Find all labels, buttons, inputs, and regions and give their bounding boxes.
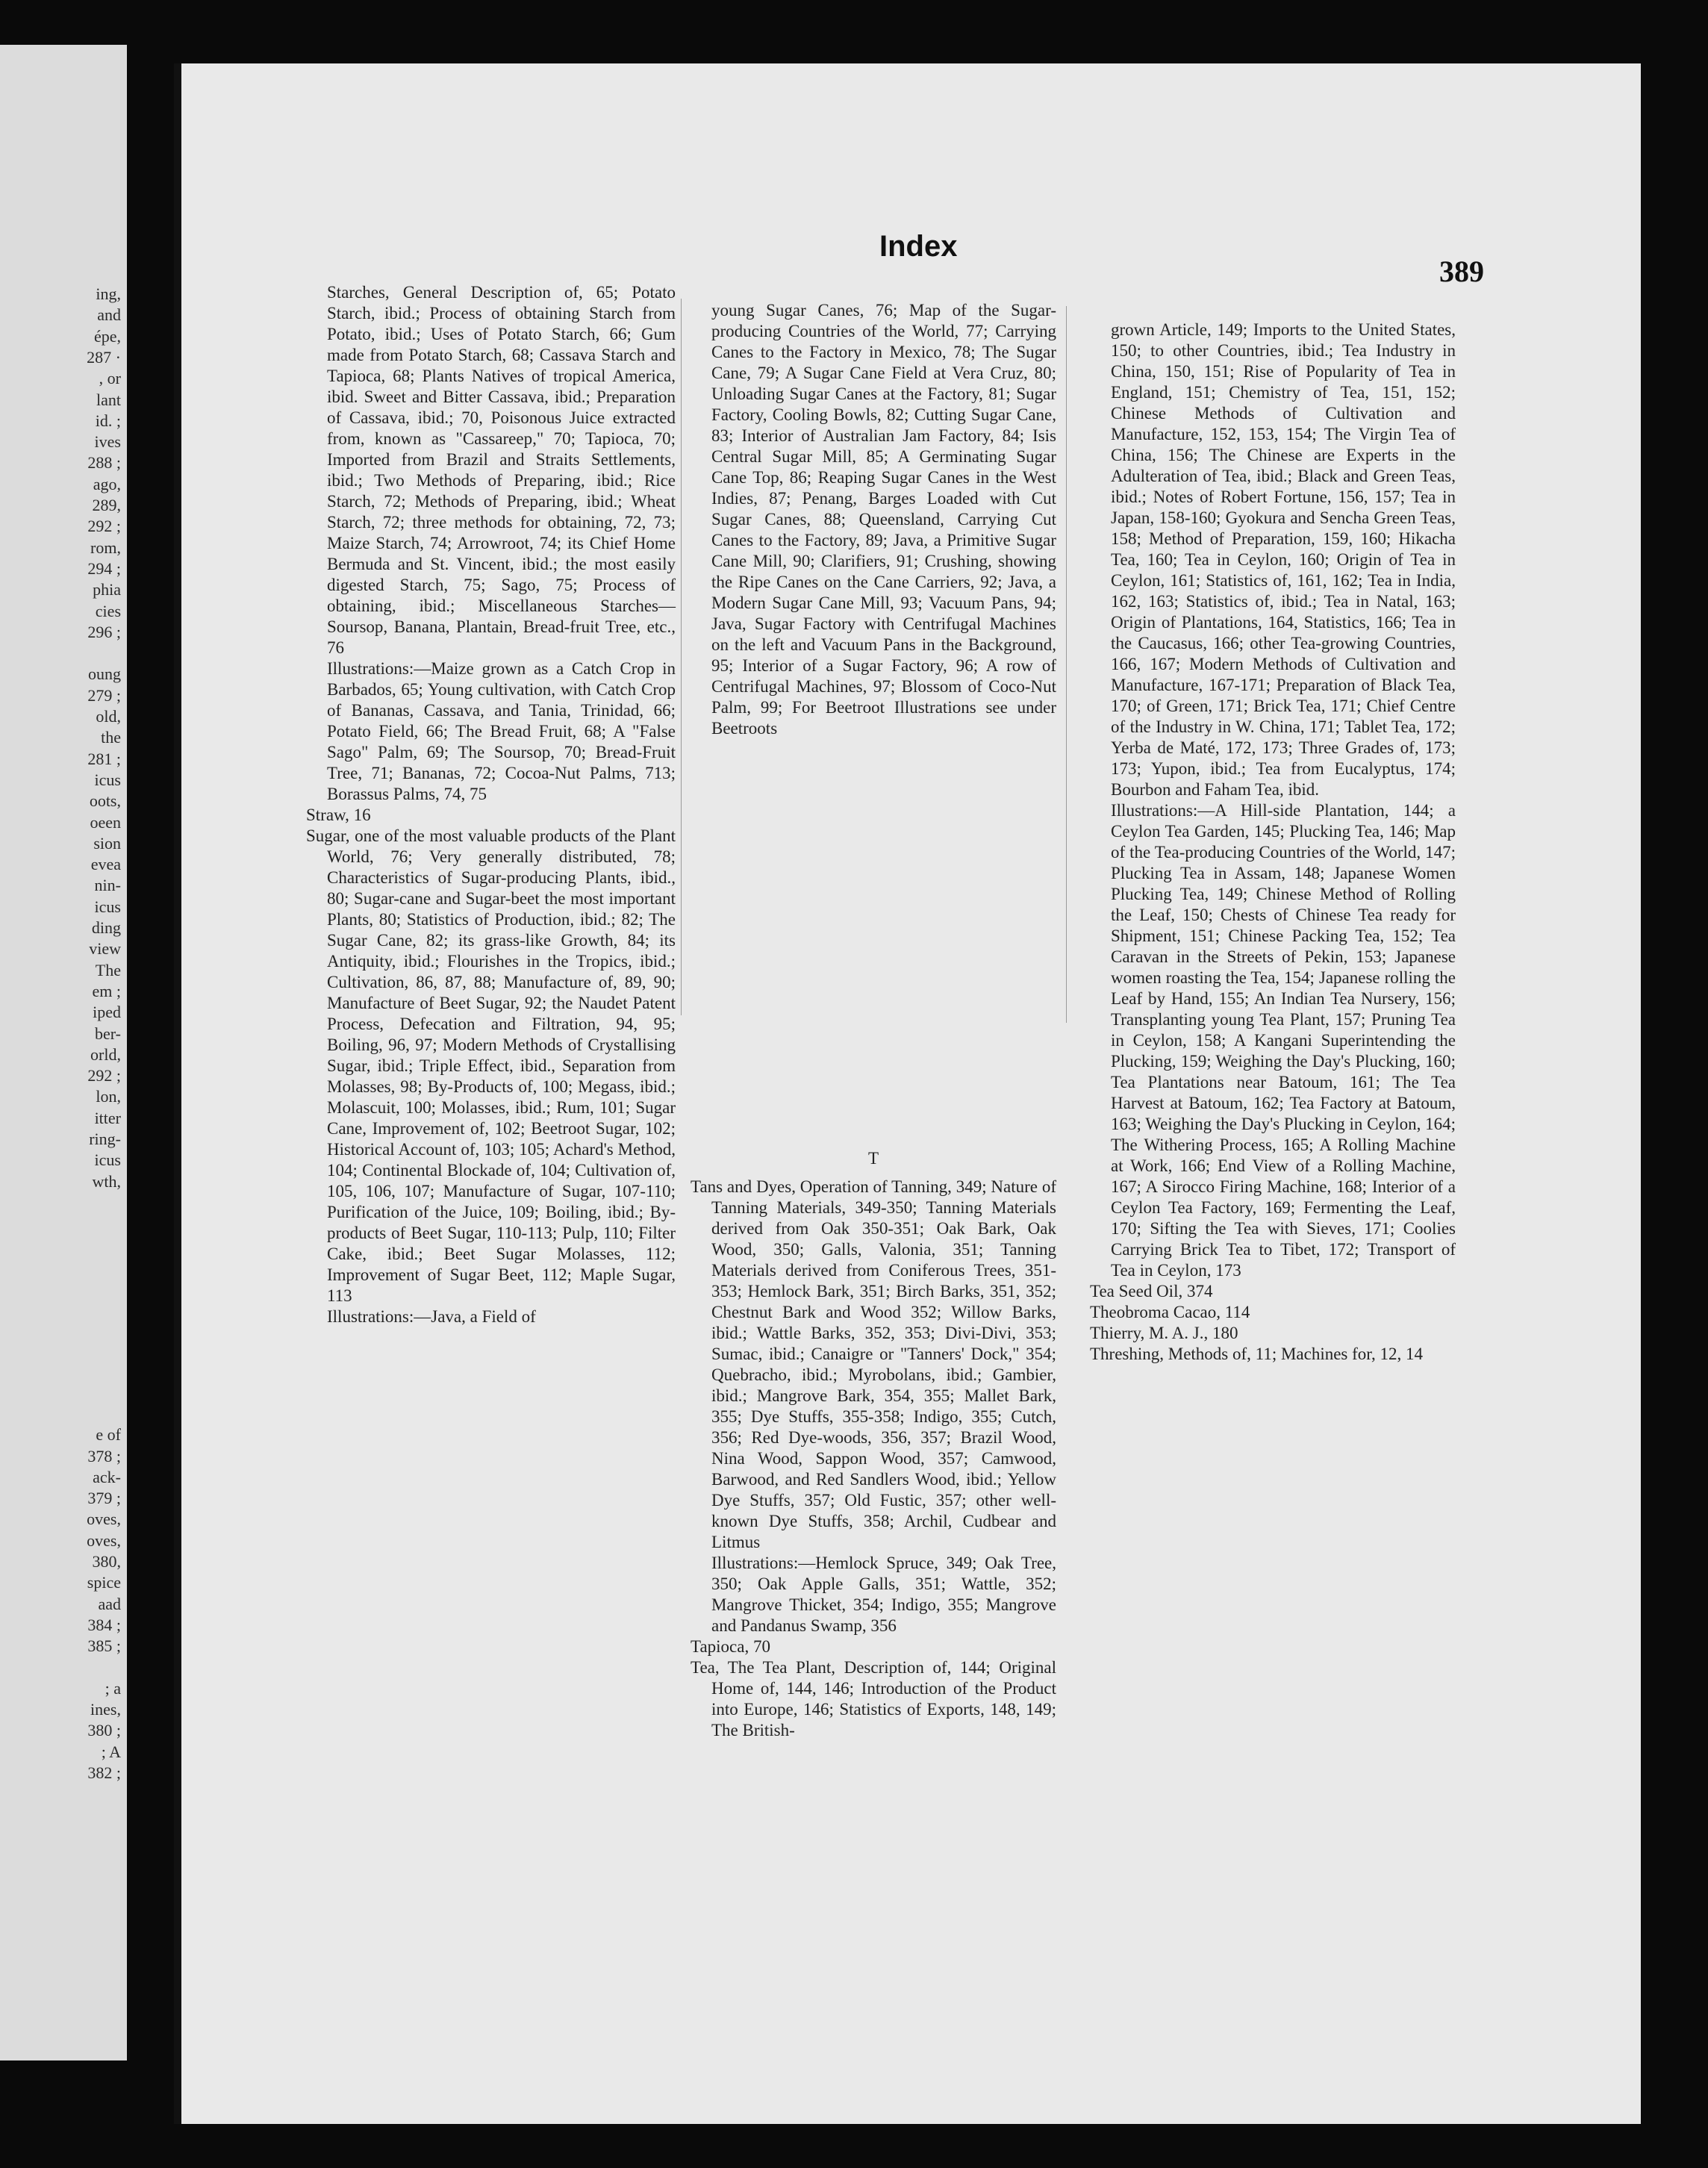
index-column-3 [1090, 320, 1456, 1365]
facing-page-fragment [0, 45, 127, 2060]
facing-page-line: sion [93, 833, 121, 853]
facing-page-line: 288 ; [87, 453, 121, 473]
facing-page-line: aad [98, 1594, 121, 1613]
index-entry: Tans and Dyes, Operation of Tanning, 349; Nature of Tanning Materials, 349-350; Tanning Materials derived from Oak 350-351; Oak Bark, Oak Wood, 350; Galls, Valonia, 351; Tanning Materials derived from Coniferous Trees, 351-353; Hemlock Bark, 351; Birch Barks, 351, 352; Chestnut Bark and Wood 352; Willow Barks, ibid.; Wattle Barks, 352, 353; Divi-Divi, 353; Sumac, ibid.; Canaigre or "Tanners' Dock," 354; Quebracho, ibid.; Myrobolans, ibid.; Gambier, ibid.; Mangrove Bark, 354, 355; Mallet Bark, 355; Dye Stuffs, 355-358; Indigo, 355; Cutch, 356; Red Dye-woods, 356, 357; Brazil Wood, Nina Wood, Sappon Wood, 357; Camwood, Barwood, and Red Sandlers Wood, ibid.; Yellow Dye Stuffs, 357; Old Fustic, 357; other well-known Dye Stuffs, 358; Archil, Cudbear and Litmus [691, 1177, 1056, 1551]
facing-page-line: 279 ; [87, 685, 121, 705]
facing-page-line: wth, [92, 1171, 121, 1191]
page-title: Index [879, 230, 958, 263]
index-entry: Tea, The Tea Plant, Description of, 144; Original Home of, 144, 146; Introduction of the Product into Europe, 146; Statistics of Exports, 148, 149; The British- [691, 1658, 1056, 1739]
facing-page-line: icus [94, 770, 121, 789]
facing-page-line: rom, [90, 538, 121, 557]
facing-page-line: and [97, 305, 121, 325]
facing-page-line: em ; [92, 981, 121, 1000]
index-entry: grown Article, 149; Imports to the United States, 150; to other Countries, ibid.; Tea Industry in China, 150, 151; Rise of Popularity of Tea in England, 151; Chemistry of Tea, 151, 152; Chinese Methods of Cultivation and Manufacture, 152, 153, 154; The Virgin Tea of China, 156; The Chinese are Experts in the Adulteration of Tea, ibid.; Black and Green Teas, ibid.; Notes of Robert Fortune, 156, 157; Tea in Japan, 158-160; Gyokura and Sencha Green Teas, 158; Method of Preparation, 159, 160; Hikacha Tea, 160; Tea in Ceylon, 160; Origin of Tea in Ceylon, 161; Statistics of, 161, 162; Tea in India, 162, 163; Statistics of, ibid.; Tea in Natal, 163; Origin of Plantations, 164, Statistics, 166; Tea in the Caucasus, 166; other Tea-growing Countries, 166, 167; Modern Methods of Cultivation and Manufacture, 167-171; Preparation of Black Tea, 170; of Green, 171; Brick Tea, 171; Chief Centre of the Industry in W. China, 171; Tablet Tea, 172; Yerba de Maté, 172, 173; Three Grades of, 173; 173; Yupon, ibid.; Tea from Eucalyptus, 174; Bourbon and Faham Tea, ibid. [1111, 320, 1456, 799]
index-entry: Starches, General Description of, 65; Potato Starch, ibid.; Process of obtaining Starch from Potato, ibid.; Uses of Potato Starch, 66; Gum made from Potato Starch, 68; Cassava Starch and Tapioca, 68; Plants Natives of tropical America, ibid. Sweet and Bitter Cassava, ibid.; Preparation of Cassava, ibid.; 70, Poisonous Juice extracted from, known as "Cassareep," 70; Tapioca, 70; Imported from Brazil and Straits Settlements, ibid.; Two Methods of Preparing, ibid.; Rice Starch, 72; Methods of Preparing, ibid.; Wheat Starch, 72; three methods for obtaining, 72, 73; Maize Starch, 74; Arrowroot, 74; its Chief Home Bermuda and St. Vincent, ibid.; the most easily digested Starch, 75; Sago, 75; Process of obtaining, ibid.; Miscellaneous Starches—Soursop, Banana, Plantain, Bread-fruit Tree, etc., 76 [327, 283, 676, 657]
column-divider [1066, 306, 1067, 1023]
facing-page-line: e of [96, 1425, 121, 1445]
facing-page-line: 287 · [87, 347, 121, 367]
facing-page-line: lon, [96, 1087, 121, 1106]
facing-page-line: 292 ; [87, 1066, 121, 1085]
page-gutter [174, 63, 181, 2124]
facing-page-line: ing, [96, 284, 121, 303]
facing-page-line: evea [90, 855, 121, 874]
facing-page-line: ives [94, 432, 121, 452]
index-entry: Illustrations:—Hemlock Spruce, 349; Oak Tree, 350; Oak Apple Galls, 351; Wattle, 352; Mangrove Thicket, 354; Indigo, 355; Mangrove and Pandanus Swamp, 356 [711, 1554, 1056, 1635]
facing-page-line: oung [88, 664, 121, 684]
facing-page-line: oves, [87, 1510, 121, 1529]
index-entry: Illustrations:—Java, a Field of [327, 1307, 536, 1326]
index-column-2-section-t [691, 1103, 1056, 1741]
facing-page-line: ding [91, 918, 121, 937]
facing-page-line: spice [87, 1573, 121, 1592]
facing-page-line: The [95, 960, 121, 979]
facing-page-line: view [89, 939, 121, 959]
index-entry: Sugar, one of the most valuable products of the Plant World, 76; Very generally distributed, 78; Characteristics of Sugar-producing Plants, ibid., 80; Sugar-cane and Sugar-beet the most important Plants, 80; Statistics of Production, ibid.; 82; The Sugar Cane, 82; its grass-like Growth, 84; its Antiquity, ibid.; Flourishes in the Tropics, ibid.; Cultivation, 86, 87, 88; Manufacture of, 89, 90; Manufacture of Beet Sugar, 92; the Naudet Patent Process, Defecation and Filtration, 94, 95; Boiling, 96, 97; Modern Methods of Crystallising Sugar, ibid.; Triple Effect, ibid., Separation from Molasses, 98; By-Products of, 100; Megass, ibid.; Molascuit, 100; Molasses, ibid.; Rum, 101; Sugar Cane, Improvement of, 102; Beetroot Sugar, 102; Historical Account of, 103; 105; Achard's Method, 104; Continental Blockade of, 104; Cultivation of, 105, 106, 107; Manufacture of Sugar, 107-110; Purification of the Juice, 109; Boiling, ibid.; By-products of Beet Sugar, 110-113; Pulp, 110; Filter Cake, ibid.; Beet Sugar Molasses, 112; Improvement of Sugar Beet, 112; Maple Sugar, 113 [306, 826, 676, 1305]
facing-page-line: iped [93, 1003, 121, 1022]
index-entry: Thierry, M. A. J., 180 [1090, 1324, 1238, 1342]
facing-page-line: oeen [90, 812, 121, 832]
index-entry: Theobroma Cacao, 114 [1090, 1303, 1250, 1321]
facing-page-line: phia [93, 580, 121, 599]
facing-page-line: 281 ; [87, 749, 121, 768]
facing-page-line: 296 ; [87, 622, 121, 641]
facing-page-line: ber- [95, 1024, 121, 1043]
section-letter: T [867, 1149, 879, 1168]
facing-page-line: oves, [87, 1530, 121, 1550]
facing-page-line: 382 ; [87, 1763, 121, 1782]
facing-page-line: 378 ; [87, 1446, 121, 1465]
page-number: 389 [1439, 255, 1484, 288]
index-entry: Illustrations:—A Hill-side Plantation, 144; a Ceylon Tea Garden, 145; Plucking Tea, 146; Map of the Tea-producing Countries of the World, 147; Plucking Tea in Assam, 148; Japanese Women Plucking Tea, 149; Chinese Method of Rolling the Leaf, 150; Chests of Chinese Tea ready for Shipment, 151; Chinese Packing Tea, 152; Tea Caravan in the Streets of Pekin, 153; Japanese women roasting the Tea, 154; Japanese rolling the Leaf by Hand, 155; An Indian Tea Nursery, 156; Transplanting young Tea Plant, 157; Pruning Tea in Ceylon, 158; A Kangani Superintending the Plucking, 159; Weighing the Day's Plucking, 160; Tea Plantations near Batoum, 161; The Tea Harvest at Batoum, 162; Tea Factory at Batoum, 163; Weighing the Day's Plucking in Ceylon, 164; The Withering Process, 165; A Rolling Machine at Work, 166; End View of a Rolling Machine, 167; A Sirocco Firing Machine, 168; Interior of a Ceylon Tea Factory, 169; Fermenting the Leaf, 170; Sifting the Tea with Sieves, 171; Coolies Carrying Brick Tea to Tibet, 172; Transport of Tea in Ceylon, 173 [1111, 801, 1456, 1280]
index-entry: Tapioca, 70 [691, 1637, 770, 1656]
index-entry: Straw, 16 [306, 806, 371, 824]
facing-page-line: 384 ; [87, 1615, 121, 1634]
facing-page-line: cies [95, 601, 121, 620]
column-divider [681, 299, 682, 1015]
facing-page-line: 379 ; [87, 1489, 121, 1508]
facing-page-line: the [101, 728, 121, 747]
facing-page-line: old, [96, 707, 121, 726]
facing-page-line: 385 ; [87, 1636, 121, 1656]
facing-page-line: orld, [90, 1044, 121, 1064]
facing-page-line: 294 ; [87, 558, 121, 578]
facing-page-line: 380, [92, 1552, 121, 1571]
facing-page-line: 289, [92, 496, 121, 514]
facing-page-line: 292 ; [87, 517, 121, 536]
facing-page-line: , or [99, 369, 121, 388]
facing-page-line: ring- [89, 1130, 121, 1148]
facing-page-line: ago, [93, 474, 121, 493]
facing-page-line: ines, [90, 1700, 121, 1719]
facing-page-line: 380 ; [87, 1721, 121, 1740]
index-entry: Tea Seed Oil, 374 [1090, 1282, 1213, 1301]
facing-page-line: ; a [105, 1678, 121, 1698]
facing-page-line: ; A [101, 1742, 121, 1761]
facing-page-line: lant [96, 390, 121, 409]
facing-page-line: itter [94, 1108, 121, 1127]
index-entry: young Sugar Canes, 76; Map of the Sugar-producing Countries of the World, 77; Carrying Canes to the Factory in Mexico, 78; The Sugar Cane, 79; A Sugar Cane Field at Vera Cruz, 80; Unloading Sugar Canes at the Factory, 81; Sugar Factory, Cooling Bowls, 82; Cutting Sugar Cane, 83; Interior of Australian Jam Factory, 84; Isis Central Sugar Mill, 85; A Germinating Sugar Cane Top, 86; Reaping Sugar Canes in the West Indies, 87; Penang, Barges Loaded with Cut Sugar Canes, 88; Queensland, Carrying Cut Canes to the Factory, 89; Java, a Primitive Sugar Cane Mill, 90; Clarifiers, 91; Crushing, showing the Ripe Canes on the Cane Carriers, 92; Java, a Modern Sugar Cane Mill, 93; Vacuum Pans, 94; Java, Sugar Factory with Centrifugal Machines on the left and Vacuum Pans in the Background, 95; Interior of a Sugar Factory, 96; A row of Centrifugal Machines, 97; Blossom of Coco-Nut Palm, 99; For Beetroot Illustrations see under Beetroots [711, 301, 1056, 738]
facing-page-line: icus [94, 1150, 121, 1170]
facing-page-line: icus [94, 897, 121, 916]
facing-page-line: oots, [89, 791, 121, 811]
index-entry: Threshing, Methods of, 11; Machines for, 12, 14 [1090, 1345, 1424, 1363]
facing-page-line: nin- [94, 876, 121, 895]
facing-page-line: ack- [93, 1467, 121, 1486]
facing-page-line: épe, [93, 326, 121, 346]
index-column-1 [306, 282, 676, 1327]
facing-page-line: id. ; [95, 411, 121, 430]
index-entry: Illustrations:—Maize grown as a Catch Crop in Barbados, 65; Young cultivation, with Catch Crop of Bananas, Cassava, and Tania, Trinidad, 66; Potato Field, 66; The Bread Fruit, 68; A "False Sago" Palm, 69; The Soursop, 70; Bread-Fruit Tree, 71; Bananas, 72; Cocoa-Nut Palms, 713; Borassus Palms, 74, 75 [327, 659, 676, 803]
index-column-2 [691, 300, 1056, 739]
